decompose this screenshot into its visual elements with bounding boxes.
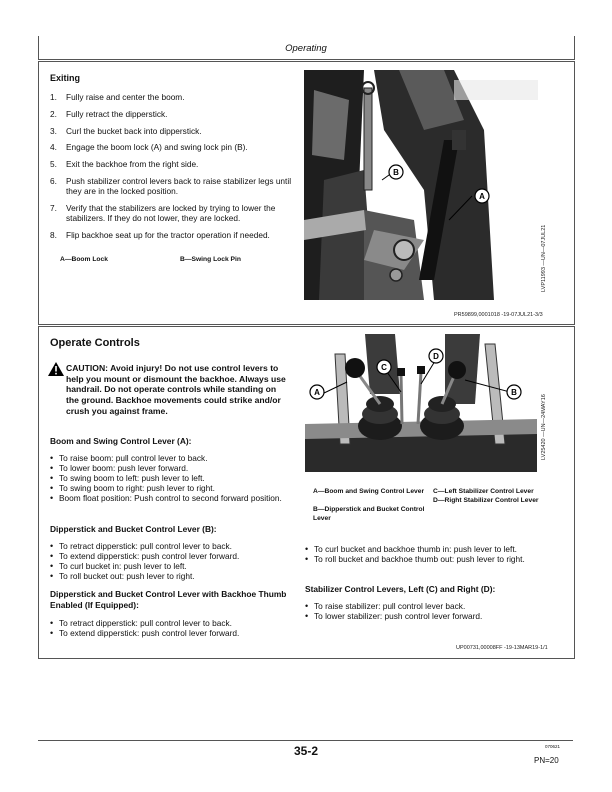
footer-code: 070621 <box>545 744 561 749</box>
boom-lock-illustration <box>304 70 538 300</box>
callout-c-label: C <box>381 363 387 372</box>
callout-d-label: D <box>433 352 439 361</box>
list-item: • To lower stabilizer: push control lever forward. <box>305 611 560 621</box>
page-number: 35-2 <box>293 744 319 758</box>
list-item: • To raise boom: pull control lever to back. <box>50 453 290 463</box>
legend-dipperstick: B—Dipperstick and Bucket Control Lever <box>313 506 425 522</box>
callout-a-label: A <box>479 192 485 201</box>
list-item: • To roll bucket and backhoe thumb out: push lever to right. <box>305 554 560 564</box>
legend-boom-lock: A—Boom Lock <box>60 256 108 263</box>
step-item: 8. Flip backhoe seat up for the tractor operation if needed. <box>50 230 270 241</box>
step-item: 1. Fully raise and center the boom. <box>50 92 185 102</box>
control-levers-illustration <box>305 334 537 472</box>
thumb-heading: Dipperstick and Bucket Control Lever with Backhoe Thumb Enabled (If Equipped): <box>50 589 287 610</box>
bucket-thumb-list <box>305 544 560 564</box>
boom-swing-heading: Boom and Swing Control Lever (A): <box>50 436 192 446</box>
list-item: • Boom float position: Push control to second forward position. <box>50 493 290 503</box>
legend-boom-swing: A—Boom and Swing Control Lever <box>313 488 425 495</box>
list-item: • To raise stabilizer: pull control lever back. <box>305 601 560 611</box>
callout-b-label: B <box>511 388 517 397</box>
list-item: • To extend dipperstick: push control lever forward. <box>50 551 290 561</box>
stabilizer-list <box>305 601 560 621</box>
dipperstick-heading: Dipperstick and Bucket Control Lever (B): <box>50 524 217 534</box>
list-item: • To retract dipperstick: pull control lever to back. <box>50 541 290 551</box>
list-item: • To extend dipperstick: push control lever forward. <box>50 628 290 638</box>
step-item: 2. Fully retract the dipperstick. <box>50 108 168 119</box>
list-item: • To swing boom to right: push lever to right. <box>50 483 290 493</box>
callout-b-label: B <box>393 168 399 177</box>
footer-rule <box>38 740 573 741</box>
section-title: Operating <box>285 43 327 54</box>
caution-text: CAUTION: Avoid injury! Do not use control levers to help you mount or dismount the backhoe. Always use handrail. Do not operate controls while standing on the ground. Backhoe movements could strike and/or crush you against frame. <box>66 363 286 416</box>
legend-right-stabilizer: D—Right Stabilizer Control Lever <box>433 497 539 504</box>
legend-left-stabilizer: C—Left Stabilizer Control Lever <box>433 488 534 495</box>
stabilizer-heading: Stabilizer Control Levers, Left (C) and Right (D): <box>305 584 496 594</box>
exiting-heading: Exiting <box>50 73 81 83</box>
exiting-steps <box>50 92 300 247</box>
image-id-1: LVP11993 —UN—07JUL21 <box>541 224 547 292</box>
reference-code-2: UP00731,00008FF -19-13MAR19-1/1 <box>456 645 548 651</box>
list-item: • To curl bucket and backhoe thumb in: push lever to left. <box>305 544 560 554</box>
step-item: 6. Push stabilizer control levers back to raise stabilizer legs until they are in the locked position. <box>50 175 292 197</box>
list-item: • To roll bucket out: push lever to right. <box>50 571 290 581</box>
operate-controls-heading: Operate Controls <box>50 337 140 349</box>
list-item: • To swing boom to left: push lever to left. <box>50 473 290 483</box>
legend-swing-lock-pin: B—Swing Lock Pin <box>180 256 241 263</box>
step-item: 7. Verify that the stabilizers are locked by trying to lower the stabilizers. If they do not lower, they are locked. <box>50 203 276 224</box>
reference-code-1: PR59899,0001018 -19-07JUL21-3/3 <box>454 312 543 318</box>
warning-icon <box>48 362 64 376</box>
step-item: 4. Engage the boom lock (A) and swing lock pin (B). <box>50 142 248 153</box>
step-item: 5. Exit the backhoe from the right side. <box>50 159 199 170</box>
image-id-2: LV25420 —UN—24MAY16 <box>541 394 547 460</box>
pn-number: PN=20 <box>534 756 559 765</box>
boom-swing-list <box>50 453 290 503</box>
callout-a-label: A <box>314 388 320 397</box>
thumb-list <box>50 618 290 638</box>
dipperstick-list <box>50 541 290 581</box>
list-item: • To lower boom: push lever forward. <box>50 463 290 473</box>
list-item: • To curl bucket in: push lever to left. <box>50 561 290 571</box>
step-item: 3. Curl the bucket back into dipperstick. <box>50 125 202 136</box>
list-item: • To retract dipperstick: pull control lever to back. <box>50 618 290 628</box>
